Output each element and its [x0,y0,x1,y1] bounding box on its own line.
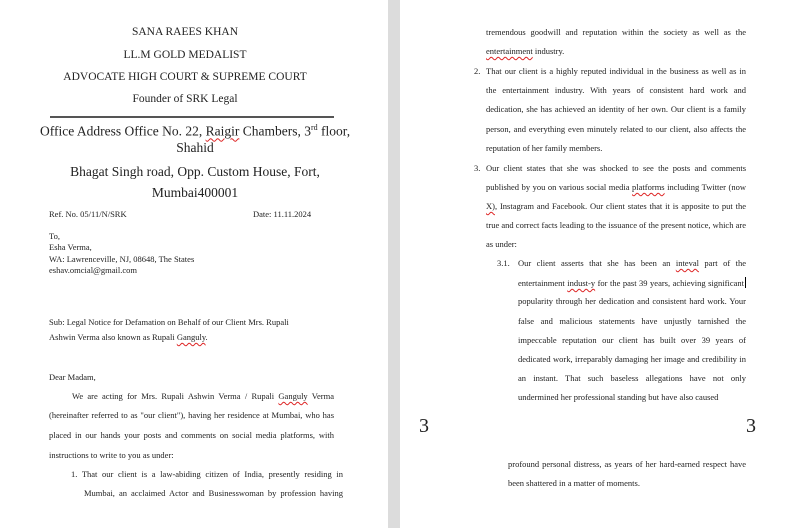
page-gutter [388,0,400,528]
salutation: Dear Madam, [49,372,96,382]
spellcheck-word[interactable]: inteval [675,258,699,268]
subpoint-3-1-line-1: Our client asserts that she has been an inteval part of the [518,258,746,268]
subpoint-3-1-line-6: dedicated work, irreparably damaging her image and credibility in [518,354,746,364]
point-2-line-2: the entertainment industry. With years of consistent hard work and [486,85,746,95]
subject-line-2: Ashwin Verma also known as Rupali Ganguly. [49,332,208,342]
subpoint-3-1-number: 3.1. [497,258,510,268]
to-label: To, [49,231,60,241]
spellcheck-word[interactable]: platforms [632,182,665,192]
spellcheck-word[interactable]: X) [486,201,495,211]
point-2-line-1: That our client is a highly reputed individual in the business as well as in [486,66,746,76]
address-line-3: Bhagat Singh road, Opp. Custom House, Fort, [70,164,320,179]
continued-line-2: entertainment industry. [486,46,565,56]
point-3-line-1: Our client states that she was shocked to see the posts and comments [486,163,746,173]
letterhead-qualification: LL.M GOLD MEDALIST [123,49,247,61]
intro-line-1: We are acting for Mrs. Rupali Ashwin Verma / Rupali Ganguly Verma [72,391,334,401]
intro-line-3: placed in our hands your posts and comments on social media platforms, with [49,430,334,440]
subpoint-3-1-line-4: false and malicious statements have unjustly tarnished the [518,316,746,326]
text-cursor [745,277,746,288]
subpoint-3-1-line-8: undermined her professional standing but have also caused [518,392,719,402]
intro-line-4: instructions to write to you as under: [49,450,174,460]
intro-line-2: (hereinafter referred to as "our client"), having her residence at Mumbai, who has [49,410,334,420]
subpoint-3-1-line-2: entertainment indust-y for the past 39 years, achieving significant [518,278,745,288]
point-2-number: 2. [474,66,481,76]
spellcheck-word[interactable]: entertainment [486,46,533,56]
point-3-line-3: X), Instagram and Facebook. Our client states that it is apposite to put the [486,201,746,211]
subject-line-1: Sub: Legal Notice for Defamation on Behalf of our Client Mrs. Rupali [49,317,289,327]
subpoint-3-1-line-3: popularity through her dedication and consistent hard work. Your [518,296,746,306]
recipient-name: Esha Verma, [49,242,92,252]
letterhead-designation: ADVOCATE HIGH COURT & SUPREME COURT [63,71,307,83]
reference-number: Ref. No. 05/11/N/SRK [49,209,127,219]
subpoint-3-1-line-5: impeccable reputation our client has built over 39 years of [518,335,746,345]
recipient-email: eshav.omcial@gmail.com [49,265,138,275]
point-3-number: 3. [474,163,481,173]
letterhead-founder: Founder of SRK Legal [132,93,238,105]
page-number: 3 [746,415,756,437]
address-line-2: Shahid [176,140,214,155]
point-2-line-3: dedication, she has achieved an identity of her own. Our client is a family [486,104,746,114]
point-3-line-2: published by you on various social media platforms including Twitter (now [486,182,746,192]
spellcheck-word[interactable]: Ganguly [278,391,308,401]
spellcheck-word[interactable]: Ganguly [176,332,206,342]
continued-line-1: tremendous goodwill and reputation within the society as well as the [486,27,746,37]
point-2-line-4: person, and everything even minutely related to our client, also affects the [486,124,746,134]
point-3-line-5: as under: [486,239,517,249]
document-page-right[interactable] [400,0,788,528]
spellcheck-word[interactable]: Raigir [205,123,240,139]
letterhead-name: SANA RAEES KHAN [131,26,239,38]
point-1-line-1: 1. That our client is a law-abiding citizen of India, presently residing in [71,469,343,479]
address-line-1: Office Address Office No. 22, Raigir Chambers, 3rd floor, [40,123,351,139]
final-line-2: been shattered in a matter of moments. [508,478,640,488]
point-1-line-2: Mumbai, an acclaimed Actor and Businesswoman by profession having [84,488,343,498]
letterhead-divider [50,116,334,118]
spellcheck-word[interactable]: indust-y [567,278,596,288]
final-line-1: profound personal distress, as years of her hard-earned respect have [508,459,746,469]
point-3-line-4: true and correct facts leading to the issuance of the present notice, which are [486,220,746,230]
recipient-address: WA: Lawrenceville, NJ, 08648, The States [49,254,195,264]
subpoint-3-1-line-7: an instant. That such baseless allegations have not only [518,373,746,383]
point-2-line-5: reputation of her family members. [486,143,603,153]
address-line-4: Mumbai400001 [151,185,239,200]
document-page-left[interactable] [0,0,388,528]
letter-date: Date: 11.11.2024 [253,209,312,219]
page-number: 3 [419,415,429,437]
